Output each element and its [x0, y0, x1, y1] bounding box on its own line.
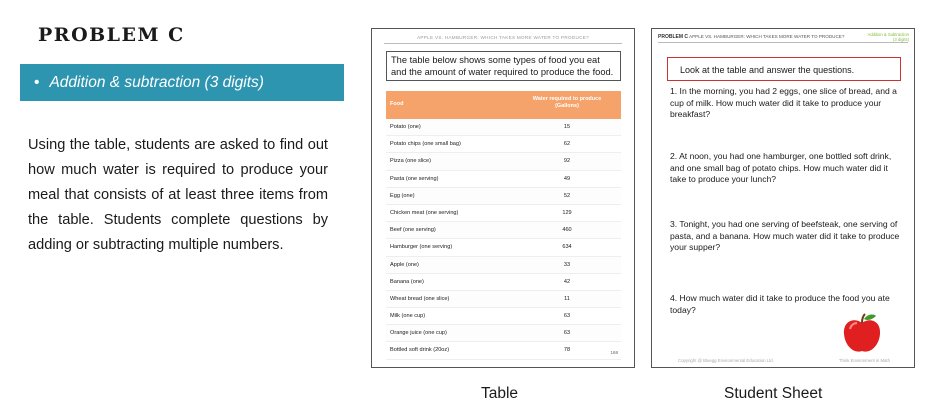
- question-3: 3. Tonight, you had one serving of beefsteak, one serving of pasta, and a banana. How much water did it take to produce your supper?: [670, 219, 900, 252]
- page-number: 168: [610, 350, 618, 355]
- sheet-header-label: PROBLEM C: [658, 34, 688, 40]
- water-cell: 62: [563, 141, 571, 148]
- header-divider: [384, 43, 622, 44]
- problem-description: Using the table, students are asked to find out how much water is required to produce your meal that consists of at least three items from the table. Students complete questions by adding or subtracting multiple numbers.: [28, 137, 328, 253]
- table-row: [386, 171, 621, 188]
- water-cell: 63: [563, 330, 571, 337]
- food-cell: Orange juice (one cup): [390, 330, 447, 337]
- table-row: [386, 153, 621, 170]
- table-row: [386, 274, 621, 291]
- table-row: [386, 257, 621, 274]
- food-water-table: [386, 91, 621, 360]
- tag-line-2: (3 digits): [892, 37, 909, 42]
- table-row: [386, 325, 621, 342]
- water-cell: 11: [564, 295, 570, 302]
- table-page-thumbnail: [371, 28, 635, 368]
- column-header-food: Food: [390, 101, 404, 107]
- caption-student-sheet: Student Sheet: [724, 385, 823, 402]
- food-cell: Wheat bread (one slice): [390, 295, 450, 302]
- water-cell: 129: [562, 209, 572, 216]
- water-cell: 460: [562, 227, 572, 234]
- bullet: •: [34, 74, 40, 91]
- column-header-water: Water required to produce (Gallons): [532, 96, 602, 109]
- table-body: [386, 119, 621, 360]
- sheet-topic-tag: [868, 32, 909, 42]
- food-cell: Hamburger (one serving): [390, 244, 453, 251]
- table-row: [386, 205, 621, 222]
- water-cell: 92: [563, 158, 571, 165]
- water-cell: 42: [563, 278, 571, 285]
- water-cell: 15: [563, 124, 571, 130]
- sheet-footer-tagline: Think Environment in Math: [838, 358, 890, 363]
- food-cell: Beef (one serving): [390, 227, 436, 234]
- sheet-header-divider: [658, 42, 908, 43]
- student-sheet-thumbnail: [651, 28, 915, 368]
- food-cell: Chicken meat (one serving): [390, 209, 459, 216]
- sheet-header-title: APPLE VS. HAMBURGER: WHICH TAKES MORE WATER TO PRODUCE?: [689, 34, 845, 39]
- tag-line-1: Addition & Subtraction: [867, 32, 909, 37]
- table-row: [386, 239, 621, 256]
- problem-heading: PROBLEM C: [38, 24, 185, 46]
- table-row: [386, 136, 621, 153]
- water-cell: 49: [563, 175, 571, 182]
- food-cell: Potato (one): [390, 124, 421, 130]
- table-row: [386, 342, 621, 359]
- sheet-header: [658, 34, 844, 40]
- instruction-box: Look at the table and answer the questions.: [667, 57, 901, 81]
- question-1: 1. In the morning, you had 2 eggs, one slice of bread, and a cup of milk. How much water did it take to produce your breakfast?: [670, 86, 897, 119]
- question-2: 2. At noon, you had one hamburger, one bottled soft drink, and one small bag of potato chips. How much water did it take to produce your lunch?: [670, 151, 892, 184]
- food-cell: Pizza (one slice): [390, 158, 432, 165]
- running-title: APPLE VS. HAMBURGER: WHICH TAKES MORE WATER TO PRODUCE?: [417, 35, 589, 40]
- food-cell: Milk (one cup): [390, 313, 426, 320]
- food-cell: Bottled soft drink (20oz): [390, 347, 450, 354]
- table-row: [386, 222, 621, 239]
- question-4: 4. How much water did it take to produce the food you ate today?: [670, 293, 890, 315]
- water-cell: 63: [563, 313, 571, 320]
- water-cell: 52: [563, 192, 571, 199]
- food-cell: Potato chips (one small bag): [390, 141, 461, 148]
- caption-table: Table: [481, 385, 519, 402]
- table-row: [386, 119, 621, 136]
- water-cell: 634: [562, 244, 572, 251]
- table-row: [386, 291, 621, 308]
- food-cell: Apple (one): [390, 261, 419, 268]
- table-intro: The table below shows some types of food you eat and the amount of water required to produce the food.: [386, 51, 621, 81]
- apple-icon: [840, 311, 884, 355]
- water-cell: 33: [563, 261, 571, 268]
- topic-text: Addition & subtraction (3 digits): [49, 74, 264, 91]
- table-row: [386, 308, 621, 325]
- water-cell: 78: [563, 347, 571, 354]
- food-cell: Banana (one): [390, 278, 424, 285]
- topic-banner: [20, 64, 344, 101]
- food-cell: Egg (one): [390, 192, 415, 199]
- table-row: [386, 188, 621, 205]
- sheet-footer-copyright: Copyright @ Bluegg Environmental Education Ltd.: [678, 358, 774, 363]
- table-header: [386, 91, 621, 119]
- food-cell: Pasta (one serving): [390, 175, 439, 182]
